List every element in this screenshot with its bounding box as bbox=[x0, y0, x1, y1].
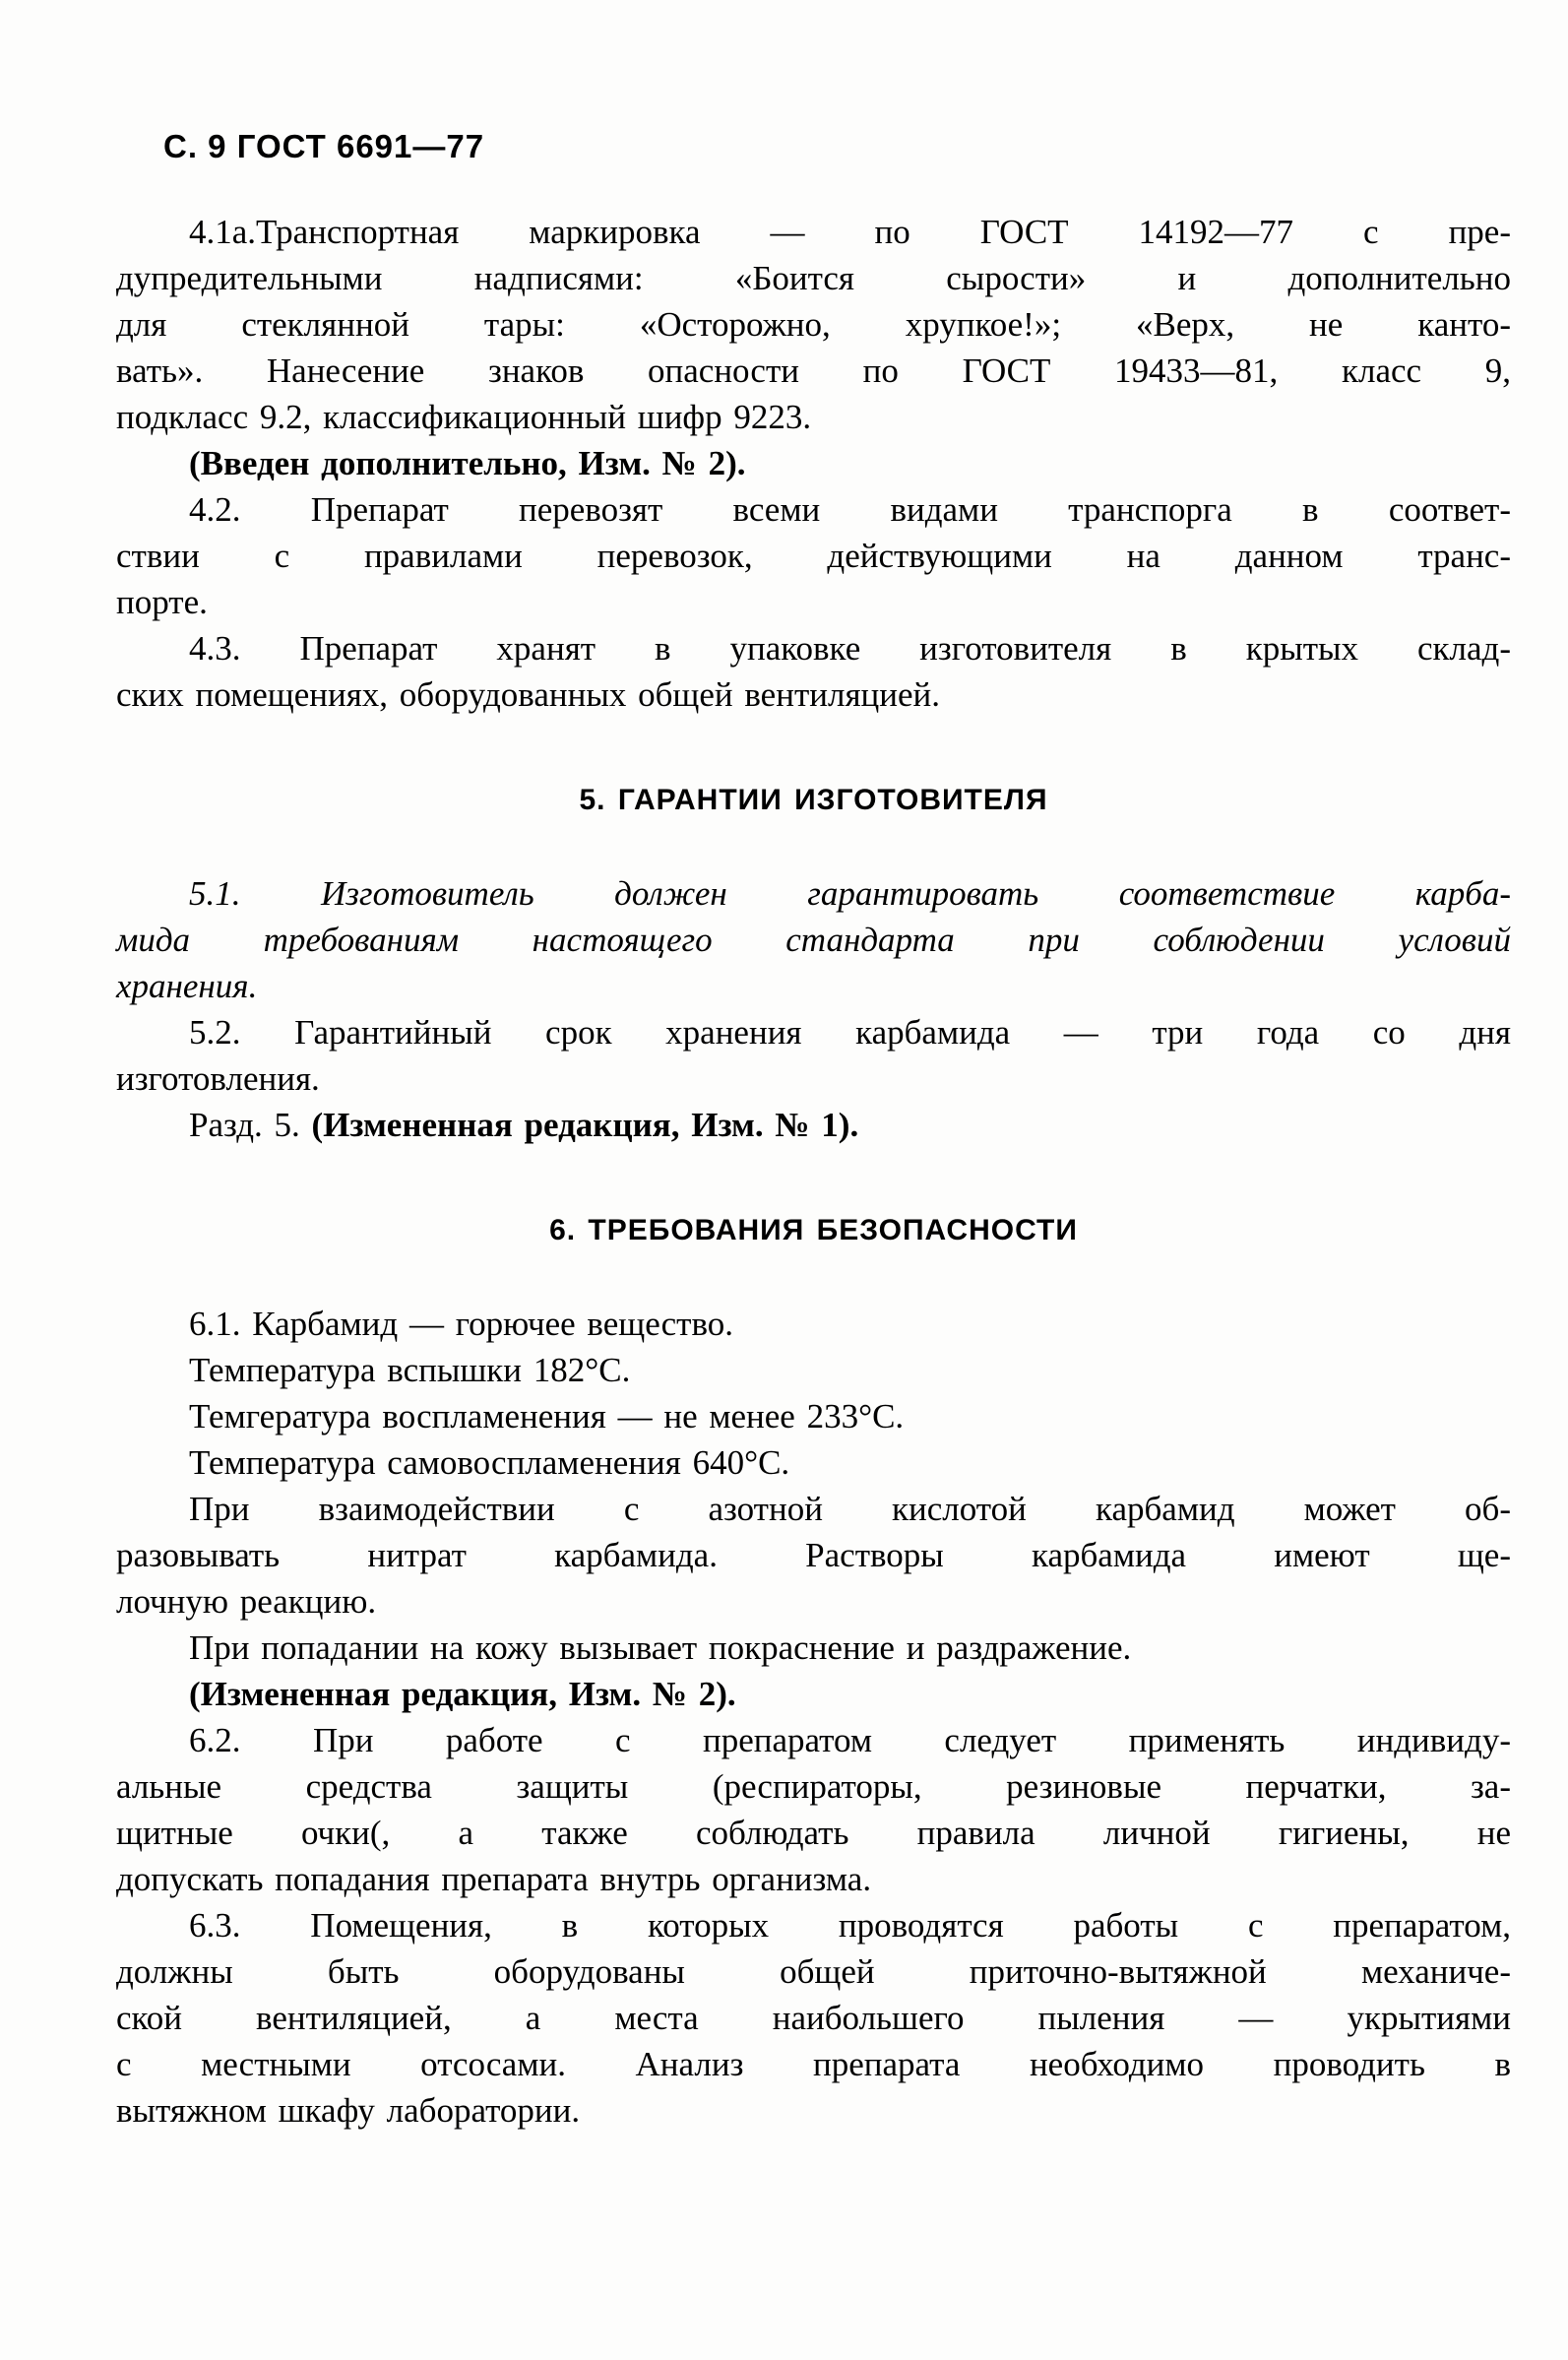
page-header: С. 9 ГОСТ 6691—77 bbox=[163, 128, 485, 164]
text-line: Темгература воспламенения — не менее 233°С. bbox=[189, 1397, 905, 1435]
text-line: вать». Нанесение знаков опасности по ГОСТ 19433—81, класс 9, bbox=[116, 351, 1511, 390]
text-line: 5.1. Изготовитель должен гарантировать соответствие карба- bbox=[189, 874, 1511, 913]
para-6-2 bbox=[116, 1717, 1511, 1902]
text-line: ствии с правилами перевозок, действующими на данном транс- bbox=[116, 537, 1511, 575]
text-line: разовывать нитрат карбамида. Растворы карбамида имеют ще- bbox=[116, 1536, 1511, 1574]
text-line: 4.3. Препарат хранят в упаковке изготовителя в крытых склад- bbox=[189, 629, 1511, 668]
para-razd-5 bbox=[116, 1102, 1511, 1148]
text-line: 6.1. Карбамид — горючее вещество. bbox=[189, 1305, 733, 1343]
text-line: альные средства защиты (респираторы, резиновые перчатки, за- bbox=[116, 1767, 1511, 1806]
text-line: подкласс 9.2, классификационный шифр 9223. bbox=[116, 398, 812, 436]
para-6-1 bbox=[116, 1301, 1511, 1347]
para-4-3 bbox=[116, 625, 1511, 718]
para-4-1a bbox=[116, 209, 1511, 440]
text-line: вытяжном шкафу лаборатории. bbox=[116, 2091, 581, 2130]
section-5-heading: 5. ГАРАНТИИ ИЗГОТОВИТЕЛЯ bbox=[579, 784, 1048, 816]
text-line: щитные очки(, а также соблюдать правила личной гигиены, не bbox=[116, 1814, 1511, 1852]
text-line: (Измененная редакция, Изм. № 2). bbox=[189, 1675, 736, 1713]
text-line: Температура вспышки 182°С. bbox=[189, 1351, 631, 1389]
text-line: ских помещениях, оборудованных общей вентиляцией. bbox=[116, 675, 941, 714]
text-line: При взаимодействии с азотной кислотой карбамид может об- bbox=[189, 1490, 1511, 1528]
text-line: При попадании на кожу вызывает покраснение и раздражение. bbox=[189, 1628, 1132, 1667]
text-line: лочную реакцию. bbox=[116, 1582, 377, 1621]
para-4-2 bbox=[116, 486, 1511, 625]
text-line: с местными отсосами. Анализ препарата необходимо проводить в bbox=[116, 2045, 1511, 2083]
document-body bbox=[116, 209, 1511, 2134]
text-line: 4.1а.Транспортная маркировка — по ГОСТ 14192—77 с пре- bbox=[189, 213, 1511, 251]
para-5-1 bbox=[116, 870, 1511, 1009]
section-6-heading: 6. ТРЕБОВАНИЯ БЕЗОПАСНОСТИ bbox=[549, 1214, 1078, 1246]
text-line: ской вентиляцией, а места наибольшего пыления — укрытиями bbox=[116, 1999, 1511, 2037]
bold-text-segment: (Измененная редакция, Изм. № 1). bbox=[311, 1106, 859, 1144]
text-line: 4.2. Препарат перевозят всеми видами транспорга в соответ- bbox=[189, 490, 1511, 529]
para-skin-contact bbox=[116, 1625, 1511, 1671]
text-line: (Введен дополнительно, Изм. № 2). bbox=[189, 444, 746, 482]
para-temp-ignition bbox=[116, 1393, 1511, 1439]
para-5-2 bbox=[116, 1009, 1511, 1102]
text-line: дупредительными надписями: «Боится сырости» и дополнительно bbox=[116, 259, 1511, 297]
text-line: допускать попадания препарата внутрь организма. bbox=[116, 1860, 872, 1898]
text-line bbox=[116, 1102, 1511, 1148]
para-temp-flash bbox=[116, 1347, 1511, 1393]
para-nitric-acid bbox=[116, 1486, 1511, 1625]
para-vveden-dopolnitelno bbox=[116, 440, 1511, 486]
text-line: порте. bbox=[116, 583, 208, 621]
para-izmenennaya-2 bbox=[116, 1671, 1511, 1717]
text-line: изготовления. bbox=[116, 1059, 320, 1098]
text-line: хранения. bbox=[116, 967, 258, 1005]
text-line: 6.2. При работе с препаратом следует применять индивиду- bbox=[189, 1721, 1511, 1759]
text-line: для стеклянной тары: «Осторожно, хрупкое!»; «Верх, не канто- bbox=[116, 305, 1511, 344]
para-temp-selfignition bbox=[116, 1439, 1511, 1486]
text-line: 6.3. Помещения, в которых проводятся работы с препаратом, bbox=[189, 1906, 1511, 1945]
text-line: 5.2. Гарантийный срок хранения карбамида — три года со дня bbox=[189, 1013, 1511, 1052]
text-segment: Разд. 5. bbox=[189, 1106, 312, 1144]
text-line: должны быть оборудованы общей приточно-вытяжной механиче- bbox=[116, 1952, 1511, 1991]
para-6-3 bbox=[116, 1902, 1511, 2134]
text-line: Температура самовоспламенения 640°С. bbox=[189, 1443, 790, 1482]
text-line: мида требованиям настоящего стандарта при соблюдении условий bbox=[116, 921, 1511, 959]
